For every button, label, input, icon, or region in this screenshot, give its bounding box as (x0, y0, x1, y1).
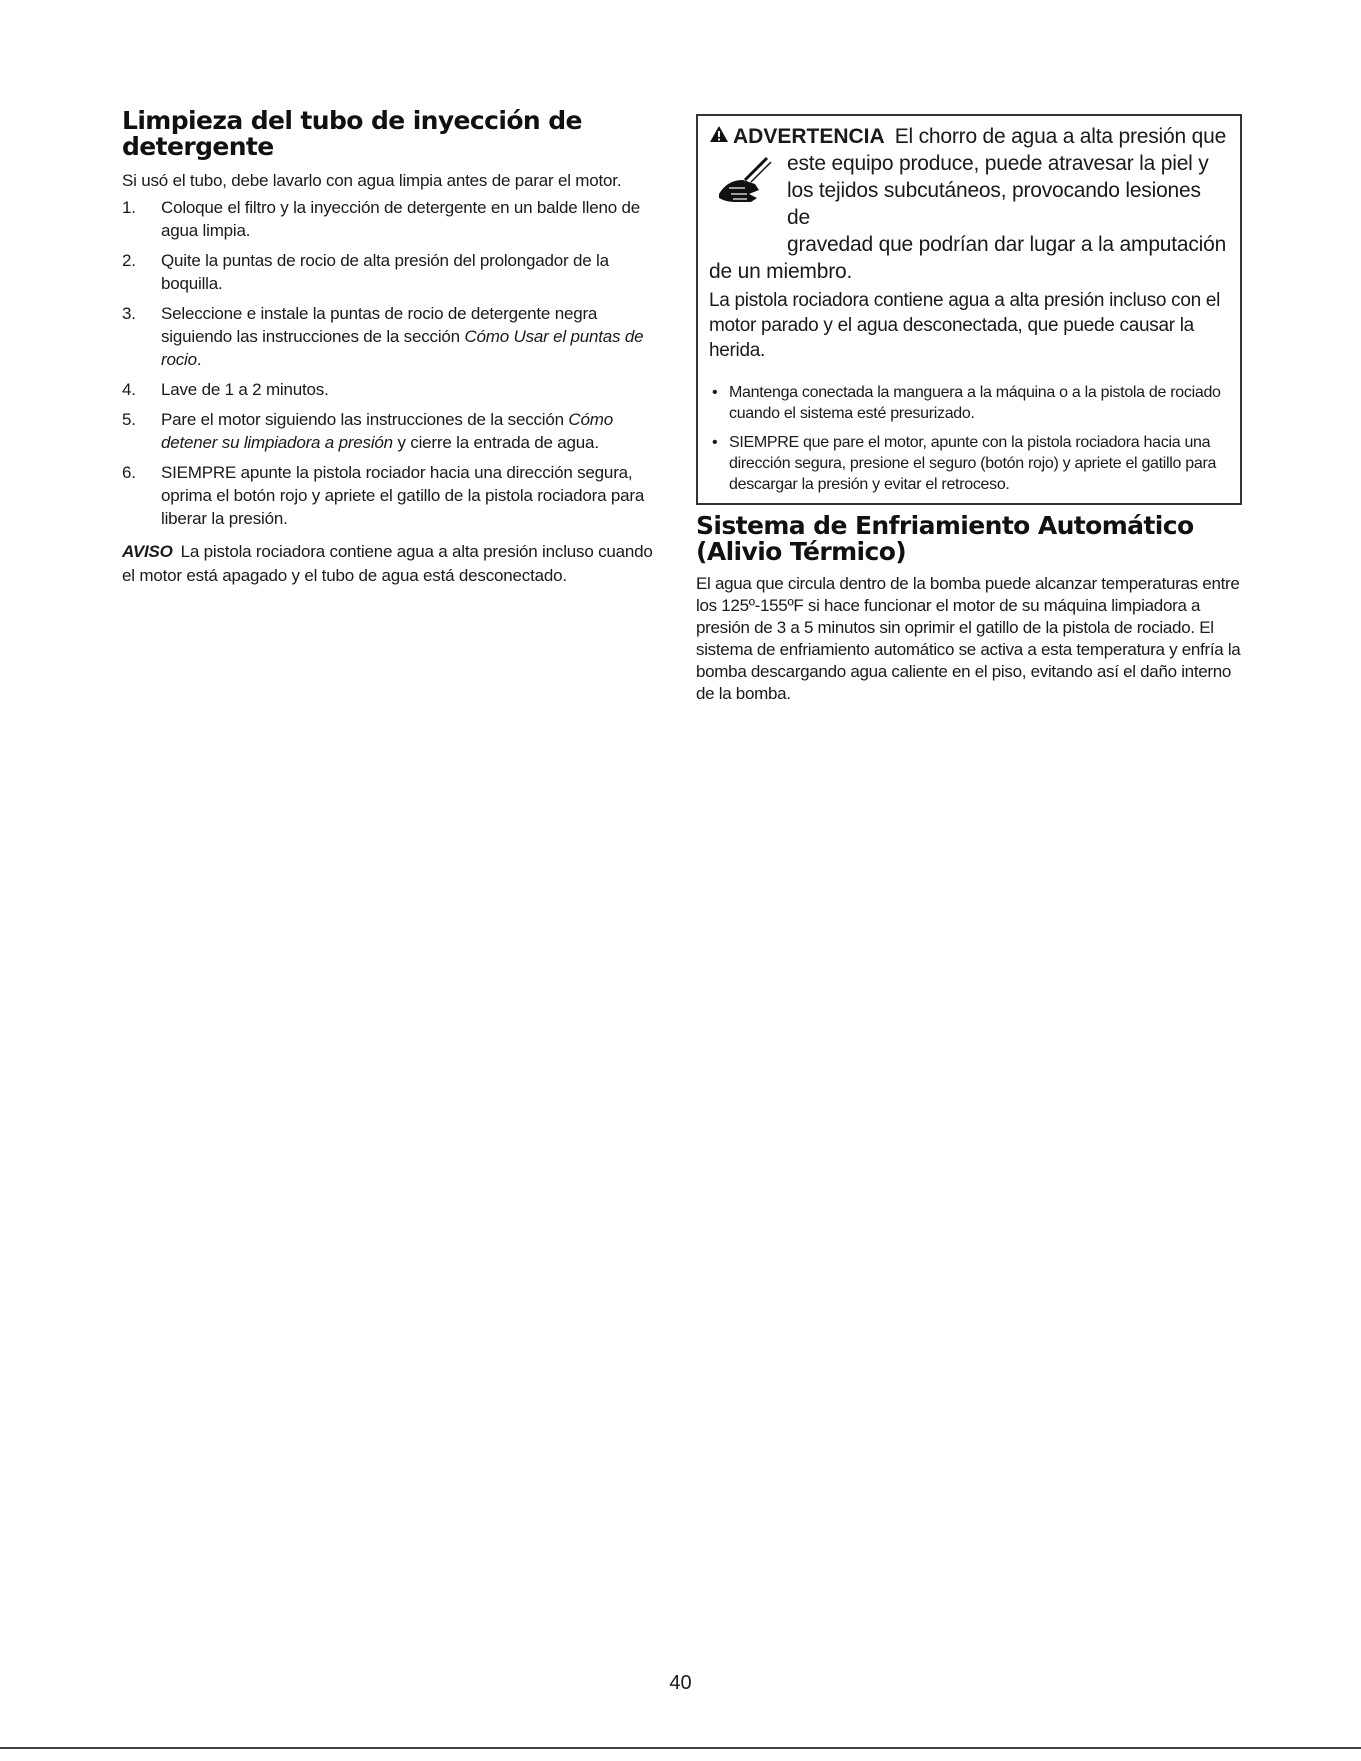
aviso-label: AVISO (122, 542, 173, 561)
page-number: 40 (669, 1672, 692, 1694)
bottom-divider (0, 1747, 1361, 1749)
warning-triangle-icon (709, 123, 729, 150)
aviso-notice: AVISO La pistola rociadora contiene agua a alta presión incluso cuando el motor está apagado y el tubo de agua está desconectado. (122, 542, 653, 585)
step-item: 2. Quite la puntas de rocio de alta presión del prolongador de la boquilla. (122, 251, 609, 293)
warning-header: ADVERTENCIA El chorro de agua a alta presión que (709, 123, 1229, 150)
left-column (122, 108, 662, 605)
right-column (696, 114, 1242, 705)
cooling-system-section (696, 513, 1242, 705)
warning-indented-text: este equipo produce, puede atravesar la piel y los tejidos subcutáneos, provocando lesiones de gravedad que podrían dar lugar a la amputación (709, 150, 1229, 258)
section-reference: Cómo Usar el puntas de rocio (161, 327, 644, 369)
step-item: 6. SIEMPRE apunte la pistola rociador hacia una dirección segura, oprima el botón rojo y apriete el gatillo de la pistola rociadora para liberar la presión. (122, 463, 645, 528)
warning-line-continuation: de un miembro. (709, 260, 853, 283)
list-item: • SIEMPRE que pare el motor, apunte con la pistola rociadora hacia una dirección segura, presione el seguro (botón rojo) y apriete el gatillo para descargar la presión y evitar el retroceso. (712, 434, 1217, 493)
cooling-system-body: El agua que circula dentro de la bomba puede alcanzar temperaturas entre los 125º-155ºF si hace funcionar el motor de su máquina limpiadora a presión de 3 a 5 minutos sin oprimir el gatillo de la pistola de rociado. El sistema de enfriamiento automático se activa a esta temperatura y enfría la bomba descargando agua caliente en el piso, evitando así el daño interno de la bomba. (696, 574, 1241, 703)
detergent-tube-intro: Si usó el tubo, debe lavarlo con agua limpia antes de parar el motor. (122, 171, 622, 190)
high-pressure-injection-hand-icon (715, 154, 777, 213)
section-reference: Cómo detener su limpiadora a presión (161, 410, 613, 452)
list-item: • Mantenga conectada la manguera a la máquina o a la pistola de rociado cuando el sistema esté presurizado. (712, 384, 1221, 422)
cooling-system-title: Sistema de Enfriamiento Automático (Alivio Térmico) (696, 511, 1194, 566)
step-item: 3. Seleccione e instale la puntas de rocio de detergente negra siguiendo las instrucciones de la sección Cómo Usar el puntas de rocio. (122, 304, 644, 369)
detergent-tube-cleaning-title: Limpieza del tubo de inyección de detergente (122, 106, 582, 161)
step-item: 5. Pare el motor siguiendo las instrucciones de la sección Cómo detener su limpiadora a presión y cierre la entrada de agua. (122, 410, 613, 452)
step-item: 4. Lave de 1 a 2 minutos. (122, 380, 329, 399)
warning-paragraph: La pistola rociadora contiene agua a alta presión incluso con el motor parado y el agua desconectada, que puede causar la herida. (709, 290, 1221, 361)
warning-bullets (709, 382, 1229, 495)
cleaning-steps-list (122, 196, 662, 530)
warning-signal-word: ADVERTENCIA (733, 125, 885, 148)
warning-box (696, 114, 1242, 505)
step-item: 1. Coloque el filtro y la inyección de detergente en un balde lleno de agua limpia. (122, 198, 640, 240)
